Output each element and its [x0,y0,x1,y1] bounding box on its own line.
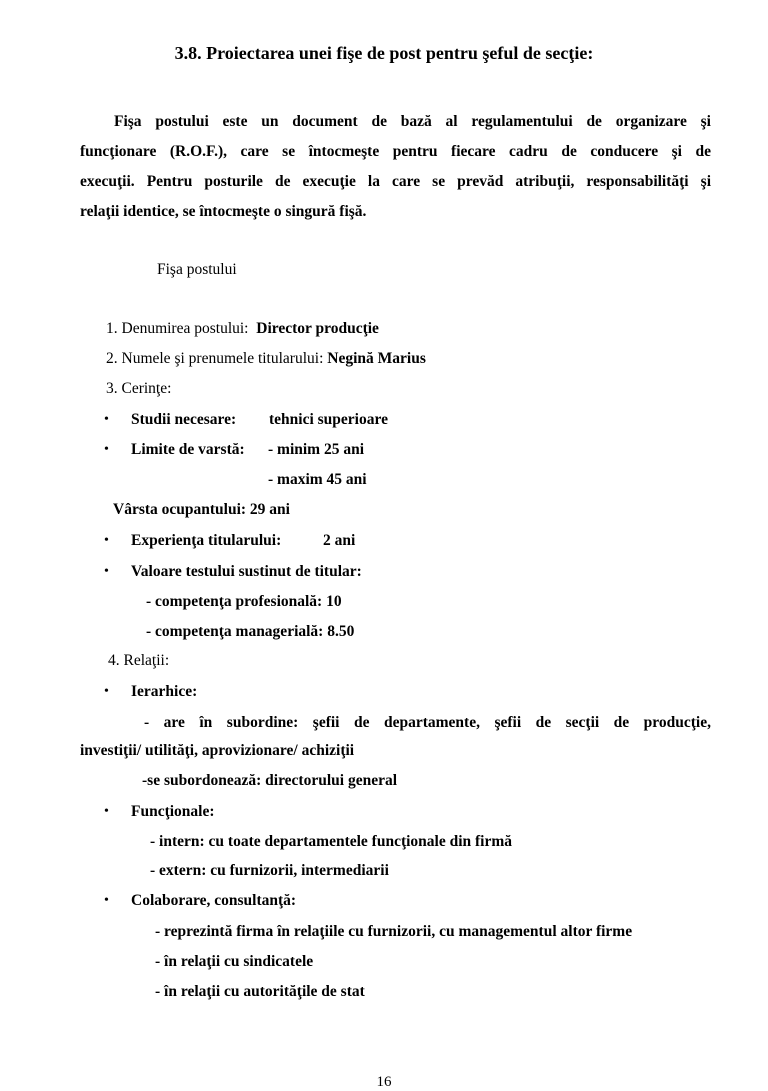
bullet-icon: • [104,893,109,908]
studii-label: Studii necesare: [131,411,237,428]
ierarhice-line-1: - are în subordine: şefii de departamente, şefii de secţii de producţie, [144,714,711,731]
item-1 [106,320,379,338]
item-1-label: 1. Denumirea postului: [106,320,249,337]
item-1-value: Director producţie [256,320,379,337]
bullet-icon: • [104,533,109,548]
functionale-label: Funcţionale: [131,803,215,820]
item-2-value: Negină Marius [327,350,426,367]
item-2-label: 2. Numele şi prenumele titularului: [106,350,324,367]
studii-value: tehnici superioare [269,411,388,428]
ierarhice-line-2: investiţii/ utilităţi, aprovizionare/ achiziţii [80,742,355,759]
bullet-icon: • [104,684,109,699]
valoare-label: Valoare testului sustinut de titular: [131,563,362,580]
bullet-icon: • [104,804,109,819]
section-title: 3.8. Proiectarea unei fişe de post pentru şeful de secţie: [174,43,594,63]
ierarhice-label: Ierarhice: [131,683,198,700]
intro-line-1: Fişa postului este un document de bază al regulamentului de organizare şi [114,113,711,130]
fisa-heading: Fişa postului [157,261,237,278]
competenta-profesionala: - competenţa profesională: 10 [146,593,342,610]
competenta-manageriala: - competenţa managerială: 8.50 [146,623,355,640]
bullet-icon: • [104,564,109,579]
intro-line-3: execuţii. Pentru posturile de execuţie la care se prevăd atribuţii, responsabilităţi şi [80,173,711,190]
colaborare-line-3: - în relaţii cu autorităţile de stat [155,983,365,1000]
ierarhice-line-3: -se subordonează: directorului general [142,772,398,789]
varsta-max: - maxim 45 ani [268,471,367,488]
varsta-min: - minim 25 ani [268,441,365,458]
item-4: 4. Relaţii: [108,652,170,669]
functionale-line-2: - extern: cu furnizorii, intermediarii [150,862,389,879]
page-number: 16 [376,1074,392,1090]
varsta-ocupant: Vârsta ocupantului: 29 ani [113,501,290,518]
item-2 [106,350,426,368]
colaborare-line-2: - în relaţii cu sindicatele [155,953,314,970]
intro-line-2: funcţionare (R.O.F.), care se întocmeşte pentru fiecare cadru de conducere şi de [80,143,711,160]
varsta-label: Limite de varstă: [131,441,245,458]
functionale-line-1: - intern: cu toate departamentele funcţionale din firmă [150,833,513,850]
experienta-label: Experienţa titularului: [131,532,282,549]
colaborare-line-1: - reprezintă firma în relaţiile cu furnizorii, cu managementul altor firme [155,923,633,940]
experienta-value: 2 ani [323,532,356,549]
bullet-icon: • [104,442,109,457]
bullet-icon: • [104,412,109,427]
colaborare-label: Colaborare, consultanţă: [131,892,297,909]
intro-line-4: relaţii identice, se întocmeşte o singură fişă. [80,203,367,220]
item-3: 3. Cerinţe: [106,380,172,397]
